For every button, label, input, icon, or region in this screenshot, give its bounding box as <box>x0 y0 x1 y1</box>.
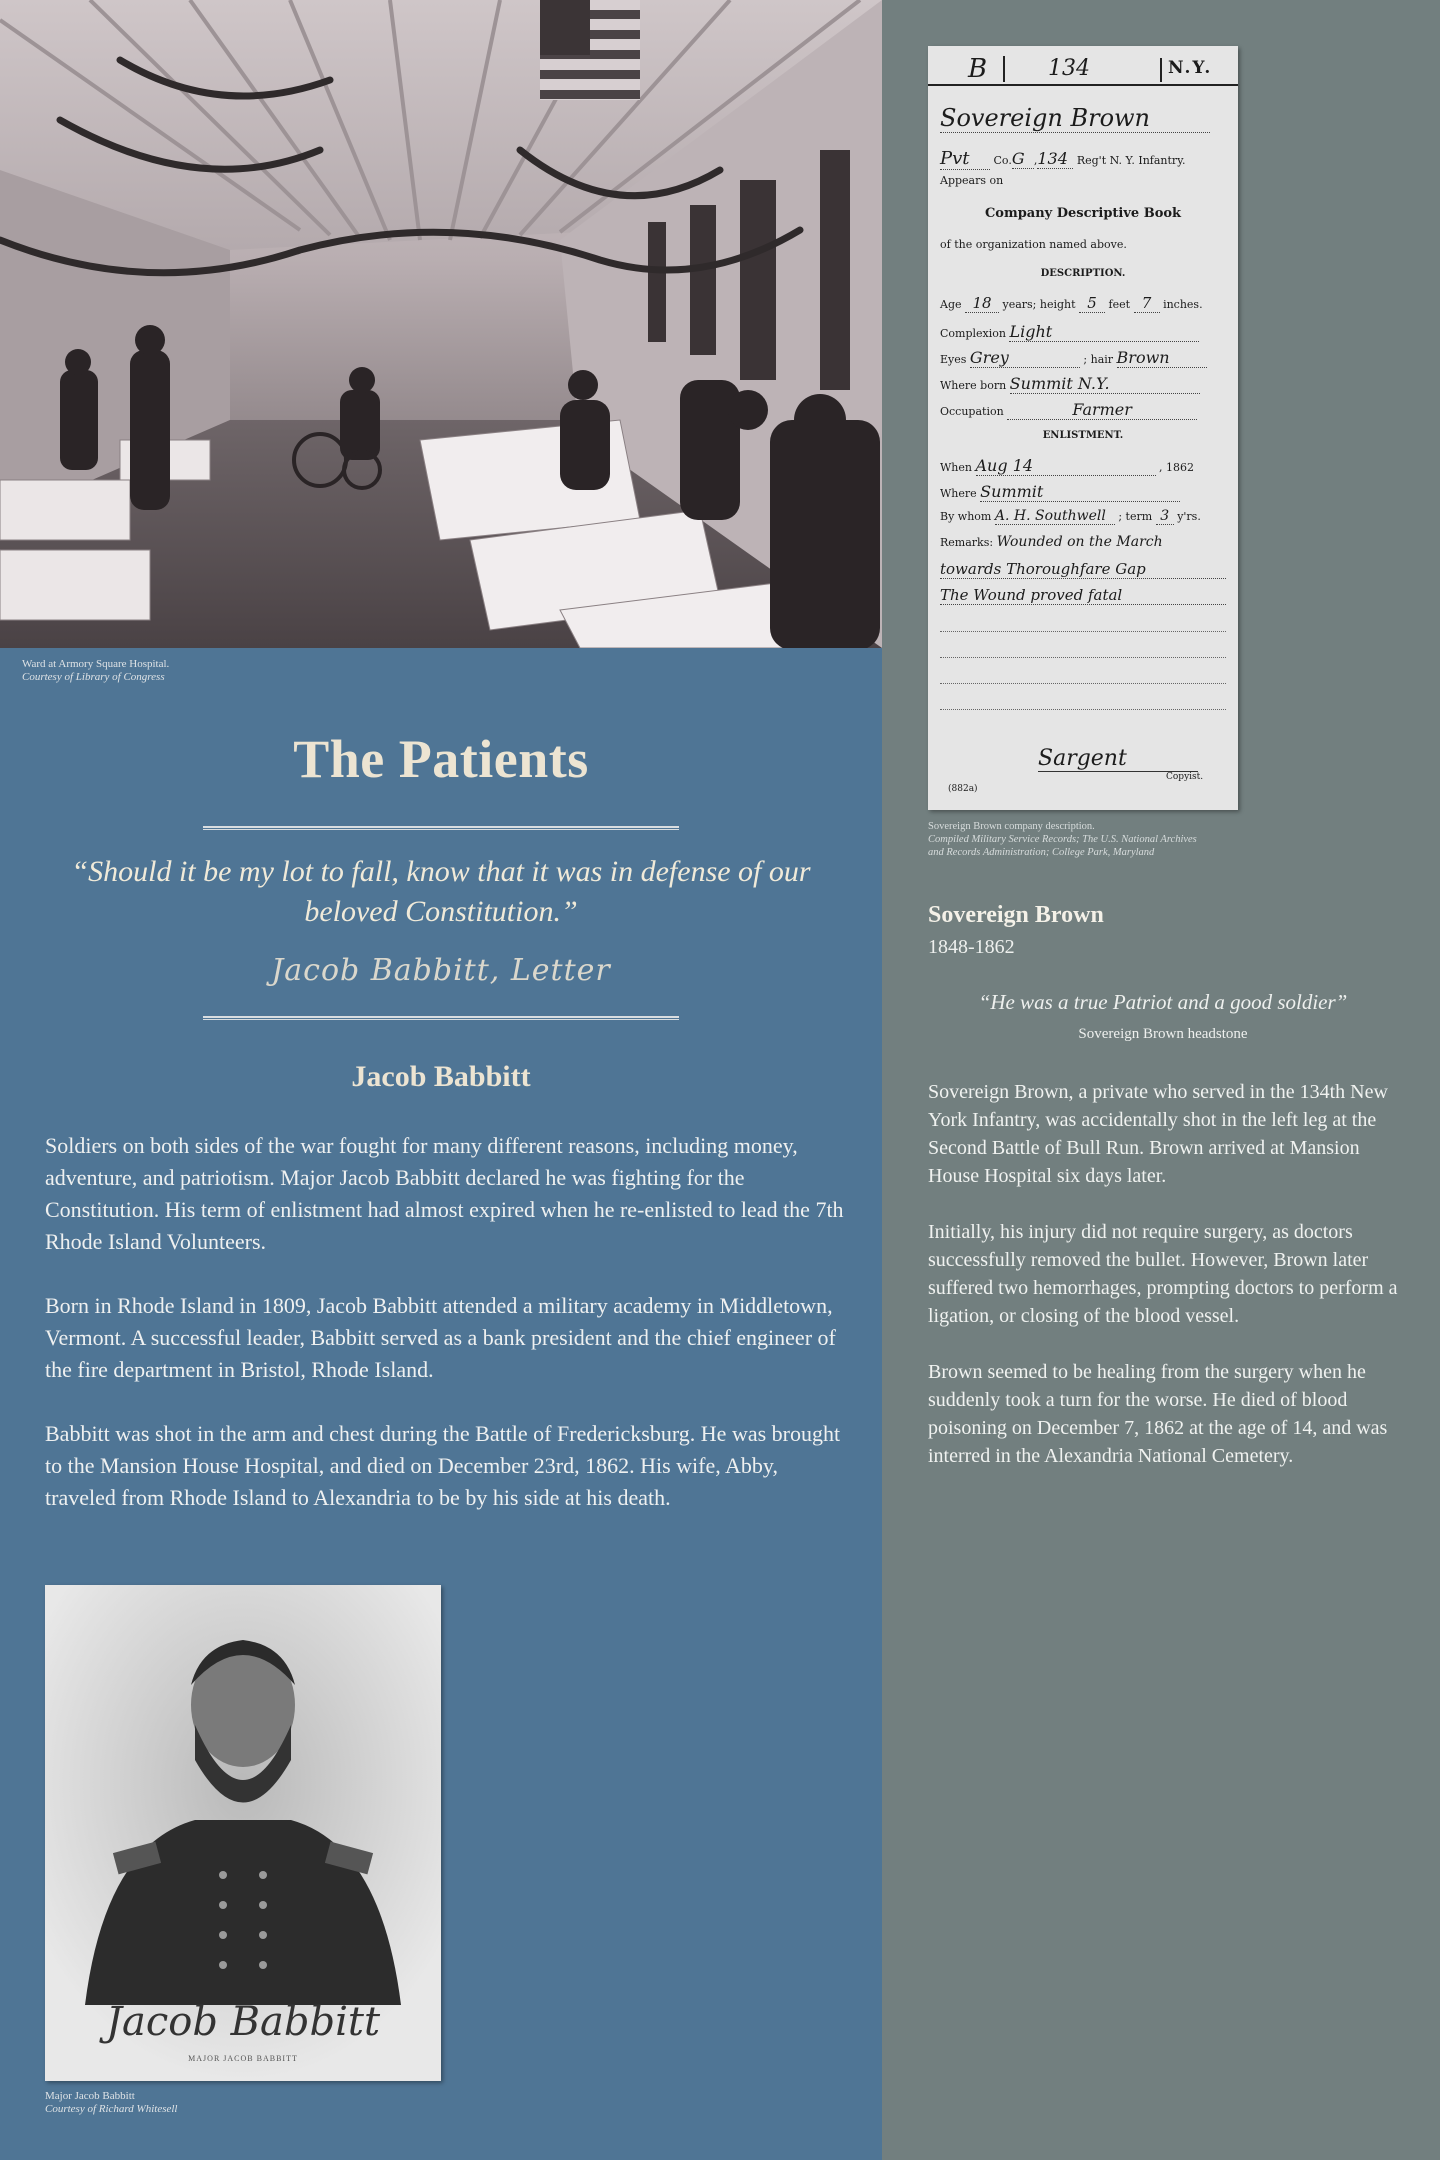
caption-text: Sovereign Brown company description. <box>928 821 1095 832</box>
record-remark: The Wound proved fatal <box>940 586 1226 605</box>
record-blank-line <box>940 708 1226 710</box>
brown-body <box>928 1078 1398 1498</box>
record-occupation-label: Occupation <box>940 405 1004 418</box>
record-header-num: 134 <box>1048 56 1090 81</box>
brown-name: Sovereign Brown <box>928 902 1104 928</box>
record-complexion-line <box>940 322 1238 342</box>
record-height-label: years; height <box>1002 298 1076 311</box>
record-enlistment-head: ENLISTMENT. <box>1042 430 1124 441</box>
record-hair-label: ; hair <box>1083 353 1114 366</box>
portrait-signature: Jacob Babbitt <box>105 1999 381 2045</box>
record-blank-line <box>940 630 1226 632</box>
record-footer-copy: Copyist. <box>1166 772 1204 782</box>
record-blank-line <box>940 682 1226 684</box>
record-age-label: Age <box>940 298 962 311</box>
babbitt-paragraph: Soldiers on both sides of the war fought for many different reasons, including money, adventure, and patriotism. Major Jacob Babbitt declared he was fighting for the Constitution. His term of enlistment had almost expired when he re-enlisted to lead the 7th Rhode Island Volunteers. <box>45 1133 844 1254</box>
record-where: Summit <box>980 482 1180 502</box>
record-complexion-label: Complexion <box>940 327 1006 340</box>
brown-paragraph: Sovereign Brown, a private who served in the 134th New York Infantry, was accidentally shot in the left leg at the Second Battle of Bull Run. Brown arrived at Mansion House Hospital six days later. <box>928 1081 1388 1187</box>
record-header <box>928 54 1238 86</box>
record-rank-line: Pvt Co.G ,134 Reg't N. Y. Infantry. <box>940 148 1186 169</box>
record-occupation: Farmer <box>1007 400 1197 420</box>
record-rank: Pvt <box>940 148 990 170</box>
record-signature: Sargent <box>1038 746 1198 772</box>
record-when-label: When <box>940 461 972 474</box>
record-occupation-line <box>940 400 1238 420</box>
ward-photo-caption <box>22 658 169 684</box>
record-book-title: Company Descriptive Book <box>984 206 1182 221</box>
caption-credit: Courtesy of Richard Whitesell <box>45 2103 178 2115</box>
babbitt-quote-source: Jacob Babbitt, Letter <box>271 953 611 988</box>
record-header-state: N.Y. <box>1168 58 1213 78</box>
record-born-line <box>940 374 1238 394</box>
record-bywhom-label: By whom <box>940 510 992 523</box>
record-year: , 1862 <box>1159 461 1194 474</box>
brown-dates: 1848-1862 <box>928 936 1015 958</box>
portrait-caption <box>45 2090 178 2116</box>
brown-paragraph: Brown seemed to be healing from the surgery when he suddenly took a turn for the worse. He died of blood poisoning on December 7, 1862 at the age of 14, and was interred in the Alexandria National Cemetery. <box>928 1361 1388 1467</box>
record-regiment-suffix: Reg't N. Y. Infantry. <box>1076 154 1186 167</box>
record-term-label: ; term <box>1118 510 1153 523</box>
record-bywhom: A. H. Southwell <box>995 508 1115 525</box>
service-record-card <box>928 46 1238 810</box>
record-born: Summit N.Y. <box>1010 374 1200 394</box>
record-header-b: B <box>968 54 988 84</box>
brown-quote: “He was a true Patriot and a good soldier” <box>978 990 1348 1014</box>
record-footer-num: (882a) <box>948 784 978 794</box>
record-eyes-label: Eyes <box>940 353 967 366</box>
title-rule-top <box>203 826 679 830</box>
babbitt-paragraph: Born in Rhode Island in 1809, Jacob Babbitt attended a military academy in Middletown, Vermont. A successful leader, Babbitt served as a bank president and the chief engineer of the fire department in Bristol, Rhode Island. <box>45 1293 836 1382</box>
record-born-label: Where born <box>940 379 1007 392</box>
record-remark: towards Thoroughfare Gap <box>940 560 1226 579</box>
record-age: 18 <box>965 294 999 313</box>
record-feet-label: feet <box>1108 298 1131 311</box>
babbitt-quote: “Should it be my lot to fall, know that it was in defense of our beloved Constitution.” <box>71 855 811 928</box>
record-name: Sovereign Brown <box>940 104 1210 133</box>
record-yrs-label: y'rs. <box>1177 510 1201 523</box>
header-divider <box>1003 56 1005 82</box>
caption-credit: and Records Administration; College Park, Maryland <box>928 847 1155 858</box>
caption-text: Ward at Armory Square Hospital. <box>22 658 170 670</box>
title-rule-bottom <box>203 1016 679 1020</box>
record-blank-line <box>940 656 1226 658</box>
record-company: G <box>1012 149 1034 169</box>
record-regiment: 134 <box>1037 149 1073 169</box>
babbitt-body <box>45 1130 845 1546</box>
record-where-line <box>940 482 1238 502</box>
record-remark: Wounded on the March <box>996 534 1163 550</box>
babbitt-paragraph: Babbitt was shot in the arm and chest during the Battle of Fredericksburg. He was brought to the Mansion House Hospital, and died on December 23rd, 1862. His wife, Abby, traveled from Rhode Island to Alexandria to be by his side at his death. <box>45 1421 841 1510</box>
record-when-line <box>940 456 1238 476</box>
record-where-label: Where <box>940 487 977 500</box>
record-org-line: of the organization named above. <box>940 238 1127 251</box>
record-appears-on: Appears on <box>940 174 1004 187</box>
record-hair: Brown <box>1117 348 1207 368</box>
record-caption <box>928 820 1197 859</box>
record-eyes: Grey <box>970 348 1080 368</box>
record-height-ft: 5 <box>1079 294 1105 313</box>
brown-quote-source: Sovereign Brown headstone <box>1078 1026 1248 1042</box>
record-remarks-line <box>940 534 1238 550</box>
header-divider <box>1160 58 1162 82</box>
ward-photo <box>0 0 882 648</box>
page-title: The Patients <box>293 729 589 789</box>
babbitt-portrait <box>45 1585 441 2081</box>
record-complexion: Light <box>1009 322 1199 342</box>
record-term: 3 <box>1156 508 1174 525</box>
brown-paragraph: Initially, his injury did not require surgery, as doctors successfully removed the bullet. However, Brown later suffered two hemorrhages, prompting doctors to perform a ligation, or closing of the blood vessel. <box>928 1221 1398 1327</box>
record-eyes-line <box>940 348 1238 368</box>
record-bywhom-line <box>940 508 1238 525</box>
record-description-head: DESCRIPTION. <box>1040 268 1126 279</box>
babbitt-heading: Jacob Babbitt <box>351 1060 531 1093</box>
record-age-line <box>940 294 1238 313</box>
caption-credit: Compiled Military Service Records; The U.S. National Archives <box>928 834 1197 845</box>
caption-credit: Courtesy of Library of Congress <box>22 671 165 683</box>
portrait-engraving-label: MAJOR JACOB BABBITT <box>188 2054 298 2063</box>
record-remarks-label: Remarks: <box>940 536 994 549</box>
record-height-in: 7 <box>1134 294 1160 313</box>
record-when: Aug 14 <box>976 456 1156 476</box>
record-inches-label: inches. <box>1163 298 1203 311</box>
caption-text: Major Jacob Babbitt <box>45 2090 135 2102</box>
